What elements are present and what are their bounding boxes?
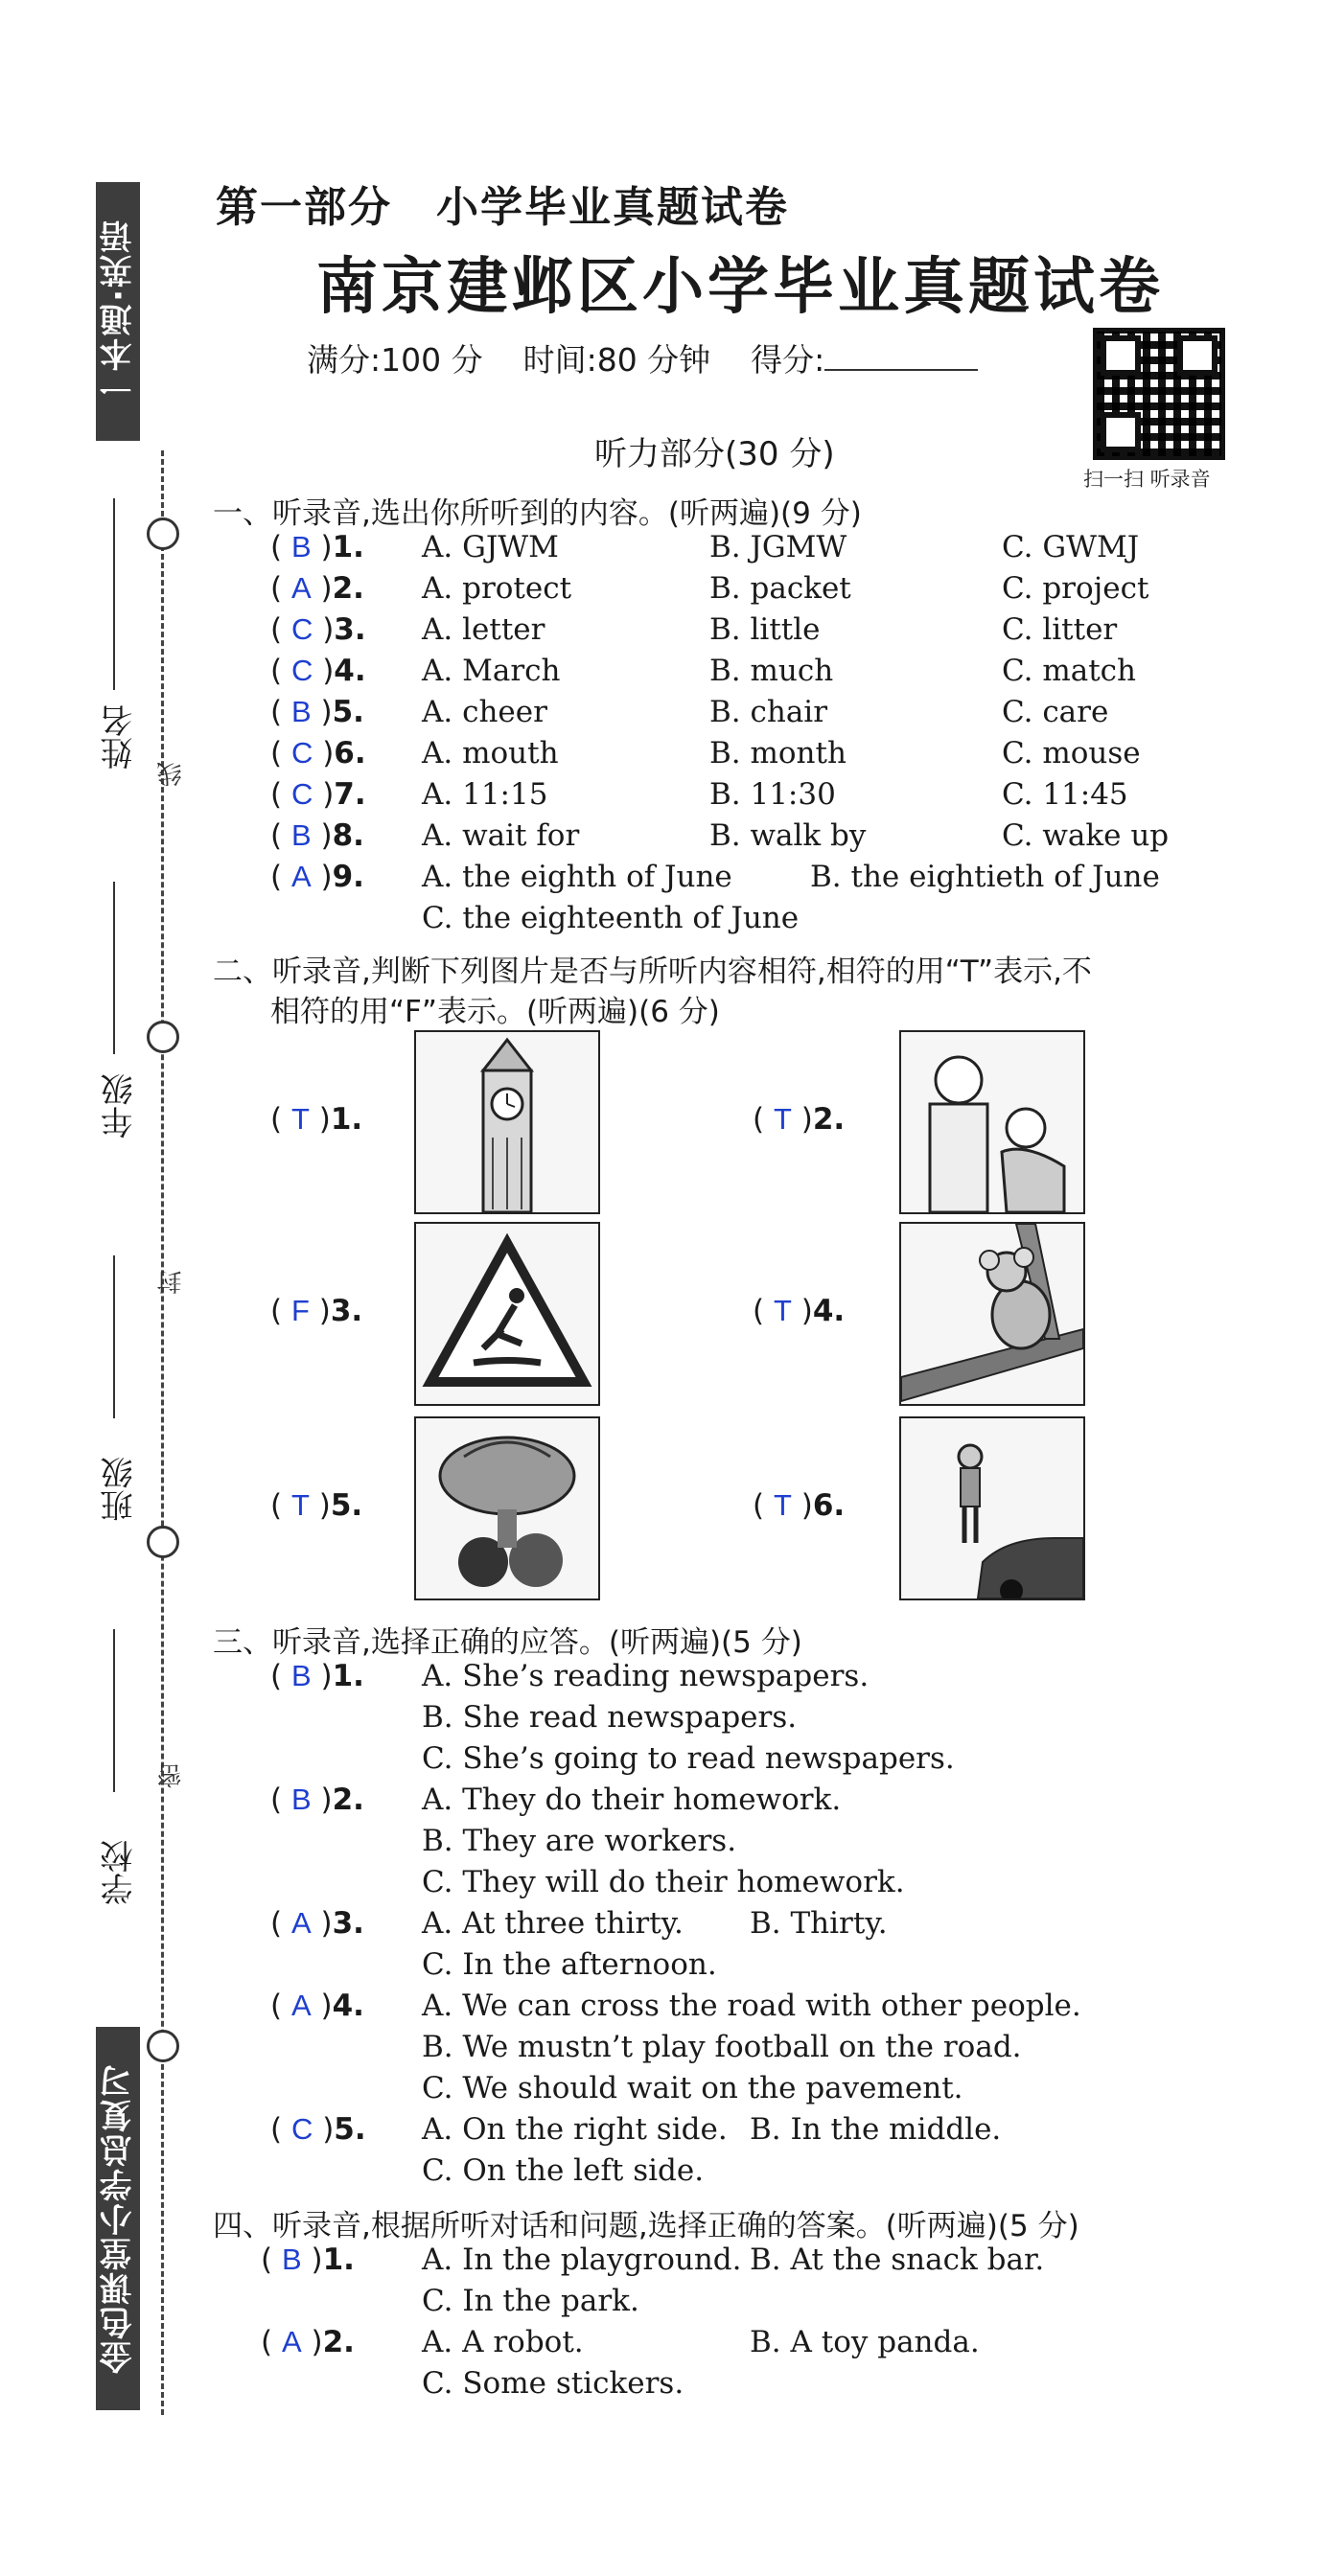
answer-letter: T [290, 1102, 310, 1136]
answer-letter: C [290, 736, 313, 770]
answer-letter: T [773, 1102, 792, 1136]
binding-line [161, 450, 164, 2415]
option-c[interactable]: C. the eighteenth of June [422, 901, 800, 935]
option-a[interactable]: A. We can cross the road with other people. [422, 1989, 1081, 2023]
option-a[interactable]: A. They do their homework. [422, 1782, 842, 1817]
side-tab-top: 一本通·英语 [96, 182, 140, 441]
answer-blank[interactable]: ( C )5. [270, 2112, 366, 2147]
answer-letter: C [290, 654, 313, 687]
option-b[interactable]: B. She read newspapers. [422, 1700, 798, 1735]
question-number: 7. [334, 777, 366, 812]
answer-blank[interactable]: ( C )3. [270, 612, 366, 647]
question-number: 8. [332, 818, 364, 853]
option-c[interactable]: C. They will do their homework. [422, 1865, 905, 1899]
option-b[interactable]: B. We mustn’t play football on the road. [422, 2030, 1022, 2064]
answer-letter: C [290, 612, 313, 646]
section-2-title-line1: 二、听录音,判断下列图片是否与所听内容相符,相符的用“T”表示,不 [213, 954, 1092, 989]
question-number: 2. [322, 2325, 355, 2359]
section-1-title: 一、听录音,选出你所听到的内容。(听两遍)(9 分) [213, 496, 862, 531]
answer-letter: B [290, 695, 312, 728]
qr-code-icon[interactable] [1093, 328, 1225, 460]
option-b[interactable]: B. month [709, 736, 847, 770]
answer-letter: A [290, 1989, 312, 2022]
option-c[interactable]: C. match [1002, 654, 1136, 688]
picture-doctor-patient [899, 1030, 1085, 1214]
option-a[interactable]: A. the eighth of June [422, 860, 732, 894]
name-label: 姓名 [101, 704, 139, 770]
binding-hole [147, 1021, 179, 1053]
option-b[interactable]: B. little [709, 612, 821, 647]
score-blank [824, 369, 978, 371]
question-number: 6. [334, 736, 366, 770]
question-number: 1. [332, 1659, 364, 1693]
exam-time: 时间:80 分钟 [522, 341, 711, 379]
option-a[interactable]: A. mouth [422, 736, 559, 770]
answer-letter: A [290, 571, 312, 605]
school-label: 学校 [101, 1840, 139, 1905]
question-number: 2. [332, 571, 364, 606]
answer-blank[interactable]: ( T )2. [753, 1102, 846, 1137]
question-number: 5. [334, 2112, 366, 2147]
option-b[interactable]: B. At the snack bar. [750, 2242, 1045, 2277]
option-b[interactable]: B. JGMW [709, 530, 847, 564]
option-a[interactable]: A. wait for [422, 818, 580, 853]
option-b[interactable]: B. A toy panda. [750, 2325, 980, 2359]
option-c[interactable]: C. In the park. [422, 2284, 639, 2318]
answer-letter: A [290, 860, 312, 893]
answer-blank[interactable]: ( F )3. [270, 1294, 363, 1328]
score-label: 得分: [751, 341, 825, 379]
option-c[interactable]: C. We should wait on the pavement. [422, 2071, 963, 2105]
answer-letter: T [290, 1488, 310, 1522]
answer-blank[interactable]: ( B )8. [270, 818, 364, 853]
option-c[interactable]: C. Some stickers. [422, 2366, 684, 2401]
option-a[interactable]: A. 11:15 [422, 777, 548, 812]
option-a[interactable]: A. protect [422, 571, 572, 606]
answer-blank[interactable]: ( T )1. [270, 1102, 363, 1137]
answer-blank[interactable]: ( C )4. [270, 654, 366, 688]
picture-wet-floor-sign [414, 1222, 600, 1406]
grade-label: 年级 [101, 1073, 139, 1138]
exam-meta [307, 335, 978, 380]
answer-blank[interactable]: ( T )4. [753, 1294, 846, 1328]
listening-title: 听力部分(30 分) [594, 435, 835, 473]
side-tab-bottom: 金色课堂小学总复习 [96, 2027, 140, 2410]
secret-label: 密 [157, 1763, 186, 1788]
option-a[interactable]: A. In the playground. [422, 2242, 742, 2277]
answer-letter: T [773, 1294, 792, 1327]
answer-letter: T [773, 1488, 792, 1522]
option-c[interactable]: C. care [1002, 695, 1109, 729]
binding-hole [147, 518, 179, 550]
option-a[interactable]: A. On the right side. [422, 2112, 728, 2147]
binding-hole [147, 1526, 179, 1558]
answer-letter: A [281, 2325, 302, 2358]
answer-blank[interactable]: ( B )2. [270, 1782, 364, 1817]
answer-letter: B [290, 818, 312, 852]
question-number: 5. [332, 695, 364, 729]
school-blank [113, 1629, 115, 1792]
part-heading: 第一部分 小学毕业真题试卷 [216, 183, 789, 232]
option-b[interactable]: B. the eightieth of June [810, 860, 1160, 894]
question-number: 4. [812, 1294, 846, 1328]
option-b[interactable]: B. packet [709, 571, 851, 606]
option-c[interactable]: C. mouse [1002, 736, 1141, 770]
full-score: 满分:100 分 [307, 341, 483, 379]
option-b[interactable]: B. In the middle. [750, 2112, 1002, 2147]
answer-letter: B [290, 530, 312, 564]
class-blank [113, 1255, 115, 1418]
picture-boy-car [899, 1416, 1085, 1600]
answer-blank[interactable]: ( B )1. [261, 2242, 355, 2277]
option-b[interactable]: B. much [709, 654, 834, 688]
question-number: 4. [334, 654, 366, 688]
option-a[interactable]: A. A robot. [422, 2325, 584, 2359]
answer-blank[interactable]: ( A )9. [270, 860, 364, 894]
question-number: 9. [332, 860, 364, 894]
option-c[interactable]: C. project [1002, 571, 1149, 606]
picture-koala-tree [899, 1222, 1085, 1406]
seal-label: 封 [157, 1270, 186, 1295]
answer-blank[interactable]: ( B )1. [270, 1659, 364, 1693]
answer-blank[interactable]: ( T )6. [753, 1488, 846, 1523]
binding-hole [147, 2030, 179, 2062]
exam-title: 南京建邺区小学毕业真题试卷 [316, 251, 1164, 323]
name-blank [113, 498, 115, 690]
option-b[interactable]: B. Thirty. [750, 1906, 888, 1941]
qr-caption: 扫一扫 听录音 [1083, 468, 1211, 491]
picture-vegetables [414, 1416, 600, 1600]
option-a[interactable]: A. GJWM [422, 530, 559, 564]
answer-letter: F [290, 1294, 310, 1327]
answer-blank[interactable]: ( B )5. [270, 695, 364, 729]
option-c[interactable]: C. GWMJ [1002, 530, 1140, 564]
answer-letter: B [281, 2242, 302, 2276]
cut-line-label: 线 [157, 762, 186, 787]
option-a[interactable]: A. letter [422, 612, 545, 647]
answer-letter: A [290, 1906, 312, 1940]
section-2-title-line2: 相符的用“F”表示。(听两遍)(6 分) [270, 995, 720, 1029]
question-number: 2. [812, 1102, 846, 1137]
option-c[interactable]: C. In the afternoon. [422, 1947, 717, 1982]
answer-letter: C [290, 777, 313, 811]
question-number: 1. [322, 2242, 355, 2277]
option-c[interactable]: C. wake up [1002, 818, 1170, 853]
question-number: 1. [330, 1102, 363, 1137]
answer-blank[interactable]: ( C )6. [270, 736, 366, 770]
question-number: 6. [812, 1488, 846, 1523]
answer-blank[interactable]: ( A )4. [270, 1989, 364, 2023]
section-4-title: 四、听录音,根据所听对话和问题,选择正确的答案。(听两遍)(5 分) [213, 2209, 1079, 2243]
answer-letter: B [290, 1782, 312, 1816]
section-3-title: 三、听录音,选择正确的应答。(听两遍)(5 分) [213, 1625, 802, 1660]
option-c[interactable]: C. On the left side. [422, 2153, 705, 2188]
answer-letter: B [290, 1659, 312, 1692]
option-b[interactable]: B. walk by [709, 818, 867, 853]
option-a[interactable]: A. March [422, 654, 561, 688]
option-a[interactable]: A. At three thirty. [422, 1906, 684, 1941]
option-c[interactable]: C. 11:45 [1002, 777, 1128, 812]
answer-blank[interactable]: ( A )2. [270, 571, 364, 606]
question-number: 5. [330, 1488, 363, 1523]
question-number: 3. [334, 612, 366, 647]
question-number: 3. [330, 1294, 363, 1328]
option-b[interactable]: B. They are workers. [422, 1824, 737, 1858]
picture-clock-tower [414, 1030, 600, 1214]
question-number: 3. [332, 1906, 364, 1941]
answer-letter: C [290, 2112, 313, 2146]
class-label: 班级 [101, 1457, 139, 1522]
question-number: 4. [332, 1989, 364, 2023]
answer-blank[interactable]: ( B )1. [270, 530, 364, 564]
option-c[interactable]: C. She’s going to read newspapers. [422, 1741, 955, 1776]
option-c[interactable]: C. litter [1002, 612, 1118, 647]
grade-blank [113, 882, 115, 1054]
answer-blank[interactable]: ( C )7. [270, 777, 366, 812]
option-b[interactable]: B. chair [709, 695, 828, 729]
answer-blank[interactable]: ( A )3. [270, 1906, 364, 1941]
option-b[interactable]: B. 11:30 [709, 777, 836, 812]
option-a[interactable]: A. cheer [422, 695, 547, 729]
question-number: 2. [332, 1782, 364, 1817]
answer-blank[interactable]: ( A )2. [261, 2325, 355, 2359]
option-a[interactable]: A. She’s reading newspapers. [422, 1659, 870, 1693]
question-number: 1. [332, 530, 364, 564]
answer-blank[interactable]: ( T )5. [270, 1488, 363, 1523]
